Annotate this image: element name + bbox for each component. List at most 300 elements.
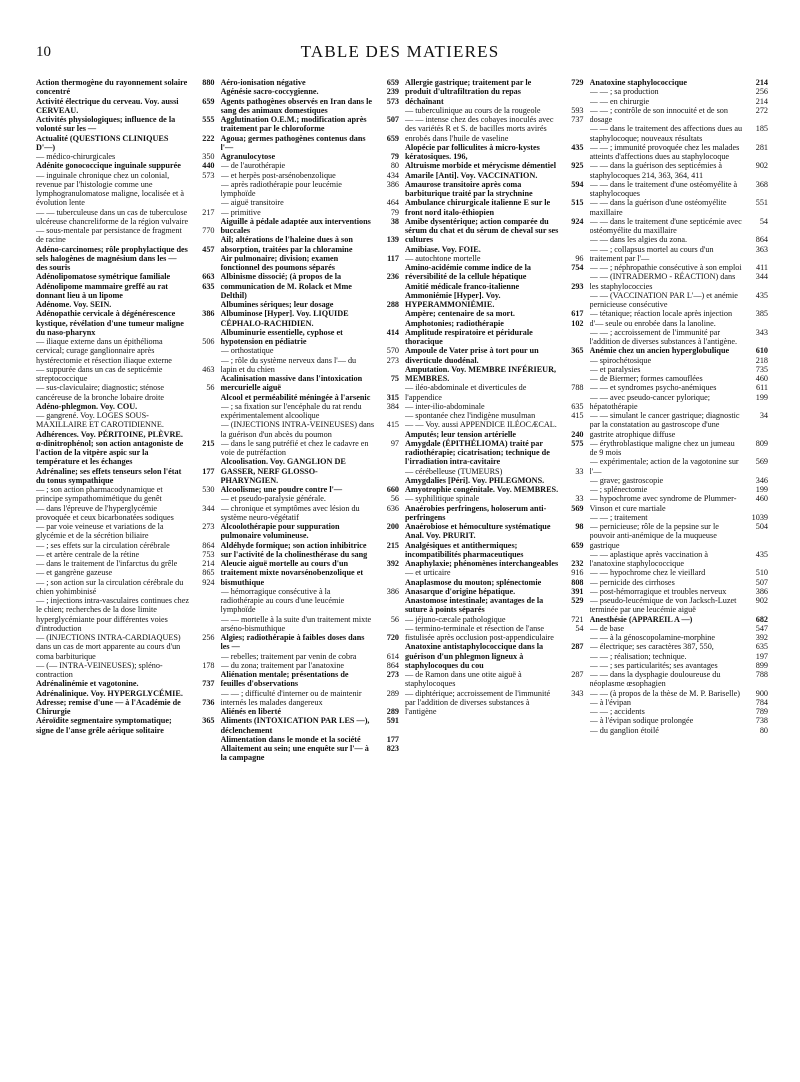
entry-page-ref: 809 <box>755 438 768 448</box>
entry-page-ref: 594 <box>571 179 584 189</box>
index-entry <box>405 420 584 429</box>
entry-page-ref: 102 <box>571 318 584 328</box>
entry-page-ref: 1039 <box>751 512 768 522</box>
entry-text: — (INJECTIONS INTRA-CARDIAQUES) dans un cas de mort apparente au cours d'un coma barbiturique <box>36 633 181 661</box>
index-entry <box>590 726 769 735</box>
entry-text: — — ; immunité provoquée chez les malades atteints d'affections dues au staphylocoque <box>589 142 740 161</box>
index-entry <box>221 735 400 744</box>
entry-text: Amitié médicale franco-italienne <box>405 281 520 291</box>
entry-page-ref: 97 <box>390 438 399 448</box>
entry-text: — après radiothérapie pour leucémie lymphoïde <box>220 179 342 198</box>
entry-text: Adéno-carcinomes; rôle prophylactique des sels halogènes de magnésium dans les — des souris <box>36 244 188 272</box>
entry-page-ref: 789 <box>755 707 768 716</box>
index-entry <box>36 309 215 337</box>
index-entry <box>590 124 769 143</box>
index-entry <box>221 670 400 689</box>
entry-page-ref: 33 <box>575 494 584 504</box>
entry-text: Aiguille à pédale adaptée aux interventions buccales <box>220 216 371 235</box>
entry-text: Ambulance chirurgicale italienne E sur le front nord italo-éthiopien <box>405 198 551 217</box>
index-entry <box>36 152 215 161</box>
index-entry <box>590 476 769 485</box>
index-entry <box>221 541 400 560</box>
entry-page-ref: 663 <box>202 272 215 282</box>
entry-text: — ; ses effets sur la circulation cérébrale <box>36 540 170 550</box>
entry-page-ref: 391 <box>571 586 584 596</box>
index-entry <box>221 504 400 523</box>
entry-text: — à l'évipan <box>589 697 631 707</box>
index-entry <box>590 356 769 365</box>
index-entry <box>405 263 584 282</box>
entry-page-ref: 635 <box>202 281 215 291</box>
index-entry <box>405 596 584 615</box>
entry-text: — ; sa fixation sur l'encéphale du rat rendu expérimentalement alcoolique <box>220 401 362 420</box>
index-entry <box>590 596 769 615</box>
index-entry <box>405 282 584 291</box>
entry-page-ref: 460 <box>755 374 768 383</box>
entry-page-ref: 343 <box>755 327 768 337</box>
entry-text: Acalinisation massive dans l'intoxication mercurielle aiguë <box>220 374 363 393</box>
entry-page-ref: 54 <box>575 623 584 633</box>
entry-text: Agglutination O.E.M.; modification après traitement par le chloroforme <box>220 115 367 134</box>
entry-text: — par voie veineuse et variations de la glycémie et de la sécrétion biliaire <box>36 522 164 541</box>
entry-page-ref: 435 <box>755 290 768 300</box>
entry-text: — ; splénectomie <box>589 485 648 494</box>
entry-page-ref: 281 <box>755 142 768 152</box>
entry-text: — et paralysies <box>589 364 641 374</box>
entry-page-ref: 788 <box>571 383 584 393</box>
index-entry <box>590 263 769 272</box>
entry-page-ref: 610 <box>755 346 768 356</box>
entry-page-ref: 177 <box>202 466 215 476</box>
entry-page-ref: 735 <box>755 364 768 374</box>
entry-text: Ampoule de Vater prise à tort pour un diverticule duodénal. <box>405 346 539 365</box>
page-title: TABLE DES MATIERES <box>300 42 500 61</box>
entry-text: — — (INTRADERMO - RÉACTION) dans les staphylococcies <box>589 272 736 291</box>
index-entry <box>590 457 769 476</box>
entry-page-ref: 434 <box>386 170 399 180</box>
index-entry <box>590 106 769 125</box>
index-entry <box>36 568 215 577</box>
index-entry <box>590 494 769 513</box>
index-entry <box>590 365 769 374</box>
index-entry <box>36 596 215 633</box>
index-entry <box>405 328 584 347</box>
index-entry <box>590 670 769 689</box>
index-entry <box>36 541 215 550</box>
entry-page-ref: 218 <box>755 355 768 365</box>
entry-text: — pernicieuse; rôle de la pepsine sur le pouvoir anti-anémique de la muqueuse gastrique <box>589 522 719 550</box>
entry-text: Adrénalinique. Voy. HYPERGLYCÉMIE. <box>36 688 183 698</box>
index-entry <box>590 642 769 651</box>
entry-text: — de Biermer; formes camouflées <box>589 374 703 383</box>
index-entry <box>405 439 584 467</box>
entry-page-ref: 343 <box>571 688 584 698</box>
entry-text: — — ; difficulté d'interner ou de maintenir internés les malades dangereux <box>220 688 362 707</box>
entry-text: — — ; néphropathie consécutive à son emploi <box>589 263 742 272</box>
index-entry <box>36 679 215 688</box>
entry-text: Anasarque d'origine hépatique. <box>405 586 516 596</box>
index-entry <box>405 578 584 587</box>
entry-page-ref: 737 <box>202 679 215 689</box>
entry-text: — — dans la guérison d'une ostéomyélite maxillaire <box>589 198 727 217</box>
index-entry <box>590 198 769 217</box>
entry-text: — grave; gastroscopie <box>589 475 664 485</box>
entry-text: — diphtérique; accroissement de l'immunité par l'addition de diverses substances à l'antigène <box>405 688 551 716</box>
index-entry <box>36 300 215 309</box>
entry-text: — — Voy. aussi APPENDICE ILÉOCÆCAL. <box>405 420 557 430</box>
entry-page-ref: 56 <box>390 614 399 624</box>
entry-page-ref: 384 <box>386 401 399 411</box>
index-entry <box>221 346 400 355</box>
index-entry <box>36 208 215 227</box>
entry-text: Activités physiologiques; influence de la volonté sur les — <box>36 115 176 134</box>
entry-text: — spirochétosique <box>589 355 652 365</box>
entry-page-ref: 721 <box>571 614 584 624</box>
index-entry <box>405 522 584 531</box>
entry-page-ref: 591 <box>386 716 399 726</box>
entry-text: — — tuberculeuse dans un cas de tuberculose ulcéreuse chancreliforme de la région vulvaire <box>36 207 189 226</box>
entry-text: Anatoxine antistaphylococcique dans la guérison d'un phlegmon ligneux à staphylocoques du cou <box>405 642 544 670</box>
index-entry <box>36 245 215 273</box>
entry-page-ref: 754 <box>571 263 584 272</box>
entry-page-ref: 738 <box>755 716 768 726</box>
entry-text: Amibe dysentérique; action comparée du sérum du chat et du sérum de cheval sur ses cultures <box>405 216 559 245</box>
index-entry <box>221 522 400 541</box>
entry-page-ref: 392 <box>755 633 768 642</box>
index-entry <box>405 541 584 560</box>
index-entry <box>221 744 400 763</box>
entry-text: — (— INTRA-VEINEUSES); spléno-contraction <box>36 660 163 679</box>
entry-page-ref: 507 <box>386 115 399 124</box>
entry-text: — — avec pseudo-cancer pylorique; hépatothérapie <box>589 392 710 411</box>
index-entry <box>405 245 584 254</box>
entry-text: — — en chirurgie <box>589 96 650 106</box>
index-entry <box>221 97 400 116</box>
index-entry <box>221 134 400 153</box>
entry-page-ref: 865 <box>202 568 215 578</box>
entry-page-ref: 365 <box>571 346 584 356</box>
entry-text: Albuminurie essentielle, cyphose et hypotension en pédiatrie <box>220 327 343 346</box>
entry-page-ref: 864 <box>755 235 768 245</box>
entry-text: — ; injections intra-vasculaires continues chez le chien; recherches de la dose limite hyperglycémiante pour différentes voies d'introduction <box>36 596 190 633</box>
entry-page-ref: 392 <box>386 559 399 568</box>
index-entry <box>405 476 584 485</box>
entry-text: Albuminose [Hyper]. Voy. LIQUIDE CÉPHALO-RACHIDIEN. <box>220 309 349 328</box>
entry-page-ref: 177 <box>386 734 399 744</box>
index-entry <box>221 494 400 503</box>
entry-page-ref: 659 <box>202 96 215 106</box>
entry-text: — — (VACCINATION PAR L'—) et anémie pernicieuse consécutive <box>589 290 738 309</box>
index-entry <box>36 78 215 97</box>
entry-page-ref: 98 <box>575 522 584 531</box>
entry-page-ref: 737 <box>571 115 584 124</box>
entry-text: — dans le traitement de l'infarctus du grêle <box>36 559 178 568</box>
index-entry <box>221 180 400 199</box>
entry-text: Adénopathie cervicale à dégénérescence kystique, révélation d'une tumeur maligne du naso-pharynx <box>36 309 184 337</box>
entry-page-ref: 916 <box>571 568 584 578</box>
index-entry <box>590 393 769 412</box>
entry-text: — hémorragique consécutive à la radiothérapie au cours d'une leucémie lymphoïde <box>220 586 345 615</box>
entry-text: Air pulmonaire; division; examen fonctionnel des poumons séparés <box>220 253 339 272</box>
index-entry <box>221 707 400 716</box>
entry-text: — de base <box>589 623 625 633</box>
entry-page-ref: 293 <box>571 281 584 291</box>
index-entry <box>590 661 769 670</box>
entry-page-ref: 788 <box>755 670 768 679</box>
entry-page-ref: 197 <box>755 651 768 661</box>
index-entry <box>590 97 769 106</box>
entry-page-ref: 457 <box>202 244 215 254</box>
entry-page-ref: 217 <box>202 207 215 217</box>
entry-page-ref: 435 <box>755 549 768 559</box>
entry-text: Agoua; germes pathogènes contenus dans l'— <box>220 133 366 152</box>
entry-page-ref: 529 <box>571 596 584 605</box>
entry-page-ref: 555 <box>202 115 215 124</box>
entry-page-ref: 659 <box>386 78 399 87</box>
entry-text: Adéno-phlegmon. Voy. COU. <box>36 401 138 411</box>
index-entry <box>590 161 769 180</box>
index-entry <box>405 161 584 170</box>
index-column-2 <box>221 78 400 1074</box>
entry-text: — — ; traitement <box>589 512 648 522</box>
index-entry <box>36 716 215 735</box>
index-entry <box>221 587 400 615</box>
index-entry <box>590 513 769 522</box>
entry-text: Aliénation mentale; présentations de feuilles d'observations <box>220 670 349 689</box>
entry-text: Amputés; leur tension artérielle <box>405 429 517 439</box>
entry-page-ref: 273 <box>386 670 399 679</box>
entry-page-ref: 288 <box>386 300 399 309</box>
entry-text: Altruisme morbide et mérycisme démentiel <box>405 161 556 171</box>
index-entry <box>405 383 584 402</box>
entry-text: Adénolipomatose symétrique familiale <box>36 272 171 282</box>
index-entry <box>590 309 769 328</box>
entry-page-ref: 385 <box>755 309 768 319</box>
entry-page-ref: 214 <box>755 78 768 87</box>
entry-page-ref: 214 <box>202 559 215 568</box>
entry-page-ref: 899 <box>755 660 768 670</box>
index-entry <box>590 587 769 596</box>
index-entry <box>36 689 215 698</box>
entry-page-ref: 289 <box>386 707 399 716</box>
index-entry <box>36 402 215 411</box>
index-entry <box>590 485 769 494</box>
index-entry <box>221 485 400 494</box>
entry-page-ref: 117 <box>387 253 399 263</box>
index-entry <box>221 652 400 661</box>
entry-text: Action thermogène du rayonnement solaire concentré <box>36 78 188 97</box>
index-column-3 <box>405 78 584 1074</box>
entry-text: Allergie gastrique; traitement par le produit d'ultrafiltration du repas déchaînant <box>405 78 532 106</box>
entry-page-ref: 200 <box>386 522 399 531</box>
index-entry <box>221 115 400 134</box>
index-entry <box>590 550 769 569</box>
index-entry <box>590 439 769 458</box>
entry-text: — — simulant le cancer gastrique; diagnostic par la constatation au gastroscope d'une gastrite atrophique diffuse <box>589 411 740 439</box>
entry-text: Amplitude respiratoire et péridurale thoracique <box>405 327 533 346</box>
index-column-1 <box>36 78 215 1074</box>
index-entry <box>221 217 400 236</box>
entry-page-ref: 864 <box>386 660 399 670</box>
index-entry <box>405 309 584 318</box>
entry-text: — orthostatique <box>220 346 274 356</box>
entry-text: Agranulocytose <box>220 152 276 161</box>
index-entry <box>405 115 584 143</box>
entry-page-ref: 464 <box>386 198 399 208</box>
entry-page-ref: 924 <box>202 577 215 587</box>
entry-text: — jéjuno-cæcale pathologique <box>405 614 506 624</box>
entry-text: Alcoolisme; une poudre contre l'— <box>220 485 343 494</box>
entry-text: — — dans le traitement des affections dues au staphylocoque; nouveaux résultats <box>589 124 743 143</box>
index-entry <box>36 633 215 661</box>
index-entry <box>221 152 400 161</box>
entry-text: — primitive <box>220 207 261 217</box>
entry-page-ref: 368 <box>755 179 768 189</box>
entry-text: — spontanée chez l'indigène musulman <box>405 411 536 420</box>
entry-page-ref: 736 <box>202 697 215 707</box>
index-entry <box>36 226 215 245</box>
entry-page-ref: 659 <box>571 540 584 550</box>
index-entry <box>36 411 215 430</box>
entry-page-ref: 636 <box>386 503 399 513</box>
entry-page-ref: 79 <box>390 207 399 217</box>
entry-text: Amphotonies; radiothérapie <box>405 318 504 328</box>
entry-text: Albinisme dissocié; (à propos de la communication de M. Rolack et Mme Delthil) <box>220 272 352 300</box>
index-entry <box>590 383 769 392</box>
entry-text: — — dans les algies du zona. <box>589 235 688 245</box>
entry-text: Adrénaline; ses effets tenseurs selon l'état du tonus sympathique <box>36 466 182 485</box>
entry-page-ref: 880 <box>202 78 215 87</box>
entry-page-ref: 199 <box>755 485 768 494</box>
index-entry <box>405 106 584 115</box>
entry-text: Alcool et perméabilité méningée à l'arsenic <box>220 392 371 402</box>
entry-page-ref: 530 <box>202 485 215 494</box>
entry-text: Anaérobies perfringens, holoserum anti-perfringens <box>405 503 547 522</box>
entry-page-ref: 96 <box>575 253 584 263</box>
index-entry <box>590 411 769 439</box>
index-entry <box>405 346 584 365</box>
entry-text: Anesthésie (APPAREIL A —) <box>589 614 693 624</box>
entry-page-ref: 515 <box>571 198 584 208</box>
entry-page-ref: 823 <box>386 744 399 753</box>
index-entry <box>221 633 400 652</box>
index-entry <box>36 559 215 568</box>
entry-text: Anatoxine staphylococcique <box>589 78 688 87</box>
entry-text: — ; son action pharmacodynamique et principe sympathomimétique du genêt <box>36 485 163 504</box>
index-entry <box>405 467 584 476</box>
entry-text: — (INJECTIONS INTRA-VEINEUSES) dans la guérison d'un abcès du poumon <box>220 420 374 439</box>
index-entry <box>405 587 584 596</box>
index-entry <box>405 485 584 494</box>
entry-page-ref: 215 <box>202 438 215 448</box>
entry-text: — — et syndromes psycho-anémiques <box>589 383 717 393</box>
entry-text: — hypochrome avec syndrome de Plummer-Vinson et cure martiale <box>589 494 737 513</box>
index-entry <box>590 328 769 347</box>
entry-text: Anémie chez un ancien hyperglobulique <box>589 346 730 356</box>
entry-text: — du zona; traitement par l'anatoxine <box>220 660 345 670</box>
entry-text: — autochtone mortelle <box>405 253 481 263</box>
entry-page-ref: 56 <box>390 494 399 504</box>
index-entry <box>590 272 769 291</box>
index-entry <box>36 272 215 281</box>
entry-text: Adresse; remise d'une — à l'Académie de Chirurgie <box>36 697 181 716</box>
entry-page-ref: 635 <box>571 401 584 411</box>
entry-text: — — à la génoscopolamine-morphine <box>589 633 716 642</box>
entry-page-ref: 289 <box>386 688 399 698</box>
entry-text: — — dans le traitement d'une septicémie avec ostéomyélite du maxillaire <box>589 216 742 235</box>
entry-text: — iliaque externe dans un épithélioma cervical; curage ganglionnaire après hystérectomie et résection iliaque externe <box>36 337 172 365</box>
entry-text: Algies; radiothérapie à faibles doses dans les — <box>220 633 365 652</box>
entry-text: — de Ramon dans une otite aiguë à staphylocoques <box>405 670 522 689</box>
entry-text: — post-hémorragique et troubles nerveux <box>589 586 727 596</box>
entry-page-ref: 75 <box>390 374 399 383</box>
entry-page-ref: 569 <box>571 503 584 513</box>
entry-text: Amyotrophie congénitale. Voy. MEMBRES. <box>405 485 559 494</box>
entry-text: Actualité (QUESTIONS CLINIQUES D'—) <box>36 133 169 152</box>
index-entry <box>405 670 584 689</box>
entry-page-ref: 56 <box>206 383 215 393</box>
entry-text: Ail; altérations de l'haleine dues à son absorption, traitées par la chloramine <box>220 235 353 254</box>
entry-page-ref: 682 <box>755 614 768 624</box>
entry-page-ref: 770 <box>202 226 215 235</box>
entry-page-ref: 232 <box>571 559 584 568</box>
entry-text: — aiguë transitoire <box>220 198 284 208</box>
entry-page-ref: 386 <box>202 309 215 319</box>
entry-page-ref: 315 <box>386 392 399 402</box>
entry-page-ref: 215 <box>386 540 399 550</box>
entry-text: — gangrené. Voy. LOGES SOUS-MAXILLAIRE ET CAROTIDIENNE. <box>36 411 164 430</box>
entry-page-ref: 507 <box>755 577 768 587</box>
index-entry <box>221 420 400 439</box>
entry-text: — — ; collapsus mortel au cours d'un traitement par l'— <box>589 244 714 263</box>
entry-text: — expérimentale; action de la vagotonine sur l'— <box>589 457 739 476</box>
index-entry <box>221 300 400 309</box>
index-entry <box>405 642 584 670</box>
entry-text: Anaplasmose du mouton; splénectomie <box>405 577 542 587</box>
index-entry <box>36 337 215 365</box>
index-entry <box>405 180 584 199</box>
entry-page-ref: 617 <box>571 309 584 319</box>
index-entry <box>36 578 215 597</box>
entry-text: — du ganglion étoilé <box>589 725 659 735</box>
entry-page-ref: 256 <box>202 633 215 642</box>
entry-text: — — dans la dysphagie douloureuse du néoplasme œsophagien <box>589 670 721 689</box>
index-entry <box>221 716 400 735</box>
index-entry <box>405 198 584 217</box>
entry-page-ref: 415 <box>386 420 399 430</box>
entry-page-ref: 460 <box>755 494 768 504</box>
index-entry <box>590 522 769 550</box>
index-entry <box>405 430 584 439</box>
index-entry <box>590 235 769 244</box>
index-entry <box>221 171 400 180</box>
entry-text: — et gangrène gazeuse <box>36 568 113 578</box>
entry-text: — et artère centrale de la rétine <box>36 549 140 559</box>
entry-text: — termino-terminale et résection de l'anse fistulisée après occlusion post-appendiculaire <box>405 623 554 642</box>
index-entry <box>36 661 215 680</box>
entry-page-ref: 635 <box>755 642 768 652</box>
index-entry <box>221 356 400 375</box>
entry-page-ref: 273 <box>386 355 399 365</box>
entry-page-ref: 256 <box>755 87 768 97</box>
entry-text: α-dinitrophénol; son action antagoniste de l'action de la vitpère aspic sur la température et les échanges <box>36 438 184 467</box>
index-entry <box>36 115 215 134</box>
entry-text: — cérébelleuse (TUMEURS) <box>405 466 503 476</box>
index-entry <box>405 411 584 420</box>
entry-page-ref: 784 <box>755 697 768 707</box>
entry-text: Alcoolisation. Voy. GANGLION DE GASSER, NERF GLOSSO-PHARYNGIEN. <box>220 457 346 485</box>
entry-page-ref: 386 <box>386 179 399 189</box>
